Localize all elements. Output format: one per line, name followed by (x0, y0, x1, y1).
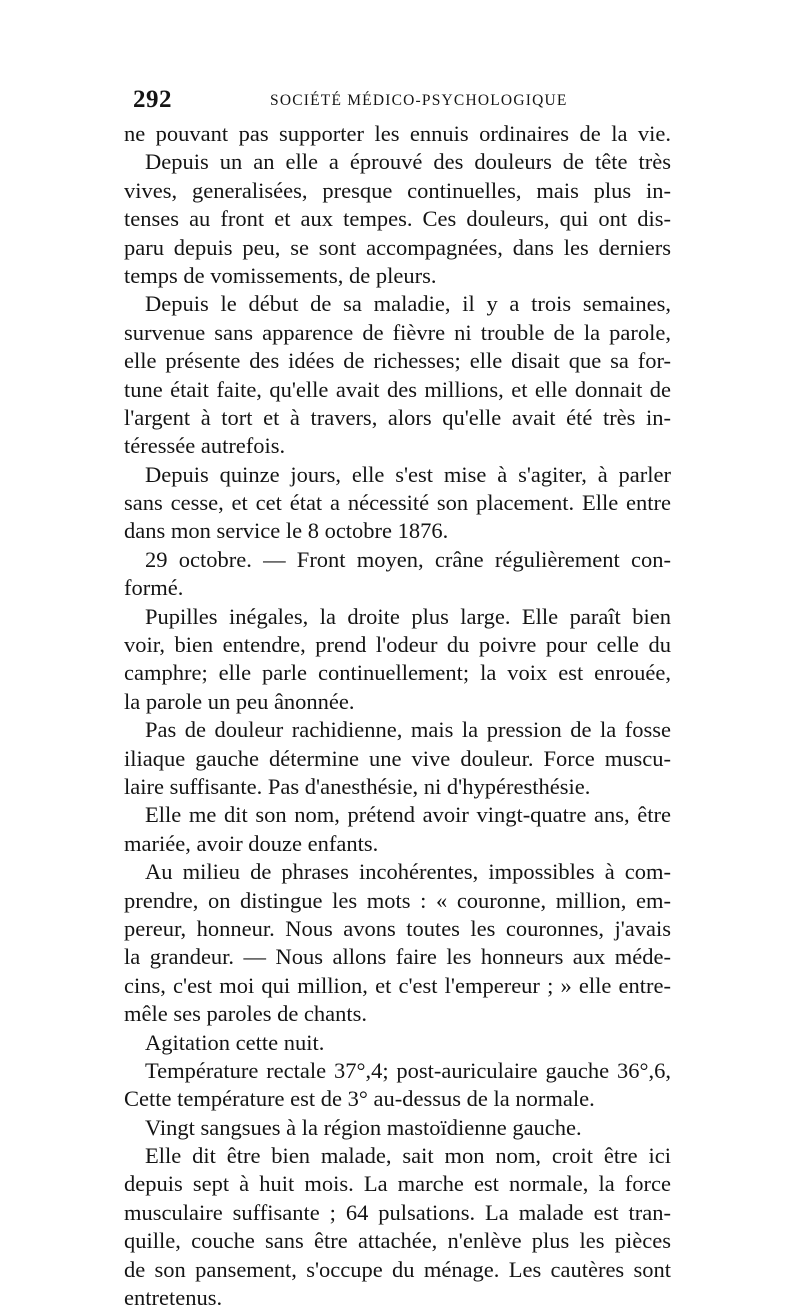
text-line: depuis sept à huit mois. La marche est normale, la force (124, 1171, 671, 1197)
text-line: temps de vomissements, de pleurs. (124, 262, 437, 288)
text-line: laire suffisante. Pas d'anesthésie, ni d'hypéresthésie. (124, 773, 591, 799)
text-line: musculaire suffisante ; 64 pulsations. La malade est tran- (124, 1199, 671, 1225)
text-line: dans mon service le 8 octobre 1876. (124, 518, 449, 544)
text-line: ne pouvant pas supporter les ennuis ordinaires de la vie. (124, 121, 671, 146)
text-line: cins, c'est moi qui million, et c'est l'empereur ; » elle entre- (124, 972, 671, 998)
text-line: formé. (124, 575, 184, 601)
text-line: camphre; elle parle continuellement; la voix est enrouée, (124, 660, 671, 686)
text-line: pereur, honneur. Nous avons toutes les couronnes, j'avais (124, 915, 671, 941)
text-line: de son pansement, s'occupe du ménage. Les cautères sont (124, 1256, 671, 1282)
text-line: Elle me dit son nom, prétend avoir vingt-quatre ans, être (145, 802, 671, 828)
text-line: sans cesse, et cet état a nécessité son placement. Elle entre (124, 490, 671, 516)
text-line: paru depuis peu, se sont accompagnées, dans les derniers (124, 234, 671, 260)
text-line: elle présente des idées de richesses; elle disait que sa for- (124, 348, 671, 374)
running-head: SOCIÉTÉ MÉDICO-PSYCHOLOGIQUE (270, 92, 568, 109)
text-line: l'argent à tort et à travers, alors qu'elle avait été très in- (124, 404, 671, 430)
text-line: Depuis un an elle a éprouvé des douleurs de tête très (145, 149, 671, 175)
text-line: survenue sans apparence de fièvre ni trouble de la parole, (124, 319, 671, 345)
text-line: Depuis quinze jours, elle s'est mise à s'agiter, à parler (145, 461, 671, 487)
text-line: vives, generalisées, presque continuelles, mais plus in- (124, 177, 671, 203)
text-line: tenses au front et aux tempes. Ces douleurs, qui ont dis- (124, 206, 671, 232)
text-line: tune était faite, qu'elle avait des millions, et elle donnait de (124, 376, 671, 402)
text-line: mariée, avoir douze enfants. (124, 830, 379, 856)
text-line: Température rectale 37°,4; post-auriculaire gauche 36°,6, (145, 1057, 671, 1083)
body-text (124, 120, 671, 1312)
text-line: Pupilles inégales, la droite plus large. Elle paraît bien (145, 603, 671, 629)
text-line: prendre, on distingue les mots : « couronne, million, em- (124, 887, 671, 913)
page-number: 292 (133, 86, 172, 113)
text-line: 29 octobre. — Front moyen, crâne régulièrement con- (145, 546, 671, 572)
text-line: téressée autrefois. (124, 433, 286, 459)
text-line: iliaque gauche détermine une vive douleur. Force muscu- (124, 745, 671, 771)
text-line: Depuis le début de sa maladie, il y a trois semaines, (145, 291, 671, 317)
text-line: mêle ses paroles de chants. (124, 1001, 368, 1027)
text-line: quille, couche sans être attachée, n'enlève plus les pièces (124, 1228, 671, 1254)
text-line: la grandeur. — Nous allons faire les honneurs aux méde- (124, 944, 671, 970)
text-line: Pas de douleur rachidienne, mais la pression de la fosse (145, 717, 671, 743)
text-line: Vingt sangsues à la région mastoïdienne gauche. (145, 1114, 582, 1140)
page-header (133, 86, 673, 116)
text-line: Cette température est de 3° au-dessus de la normale. (124, 1086, 595, 1112)
text-line: Au milieu de phrases incohérentes, impossibles à com- (145, 859, 671, 885)
text-line: Elle dit être bien malade, sait mon nom, croit être ici (145, 1143, 671, 1169)
text-line: la parole un peu ânonnée. (124, 688, 355, 714)
text-line: entretenus. (124, 1285, 223, 1311)
text-line: voir, bien entendre, prend l'odeur du poivre pour celle du (124, 632, 671, 658)
text-line: Agitation cette nuit. (145, 1029, 325, 1055)
